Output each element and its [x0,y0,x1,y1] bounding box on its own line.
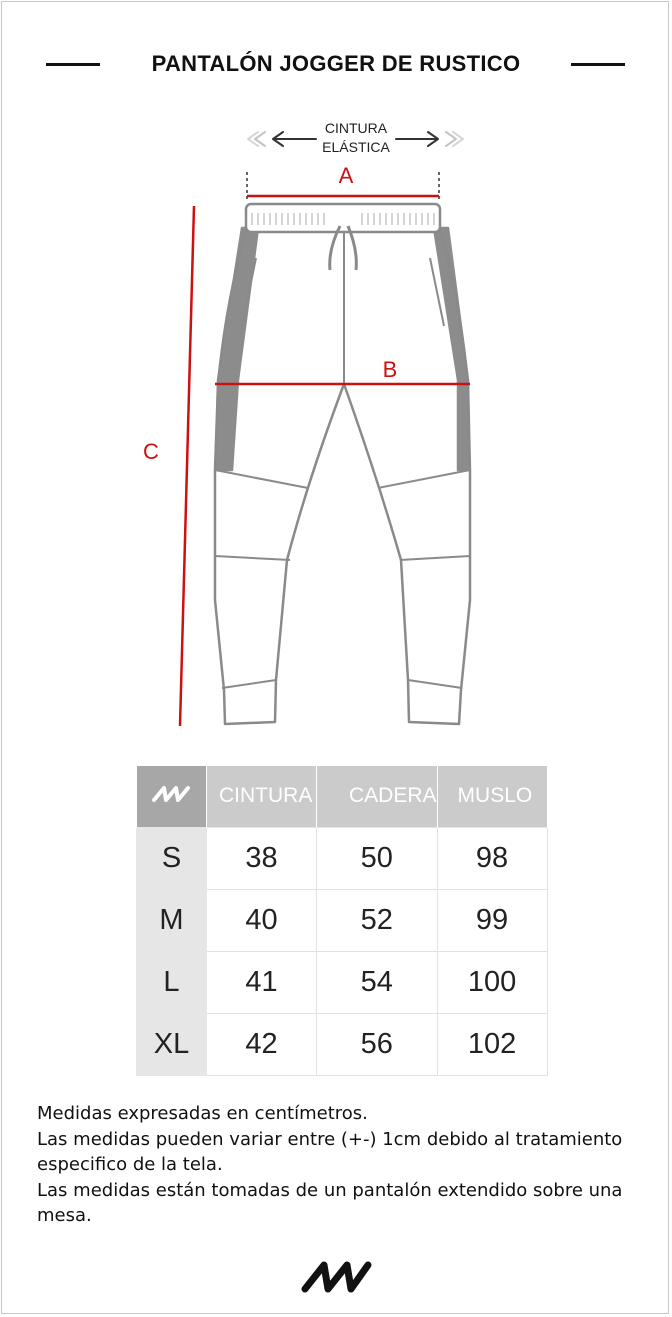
note-line: Medidas expresadas en centímetros. [37,1103,368,1124]
table-cell: 102 [437,1013,547,1075]
size-label: XL [137,1013,207,1075]
note-line: Las medidas pueden variar entre (+-) 1cm debido al tratamiento especifico de la tela. [37,1128,623,1175]
table-row [137,827,548,889]
table-logo-cell [137,766,207,827]
table-cell: 100 [437,951,547,1013]
table-cell: 41 [207,951,317,1013]
measure-b-label: B [382,357,398,382]
table-row [137,889,548,951]
table-row [137,951,548,1013]
size-label: M [137,889,207,951]
table-cell: 40 [207,889,317,951]
table-cell: 98 [437,827,547,889]
page-title: PANTALÓN JOGGER DE RUSTICO [151,51,521,76]
column-header-cintura: CINTURA [207,766,317,827]
size-label: L [137,951,207,1013]
measure-c-line [180,206,194,726]
size-label: S [137,827,207,889]
pants-illustration [215,204,470,724]
table-cell: 42 [207,1013,317,1075]
measurement-notes [37,1101,637,1229]
column-header-cadera: CADERA [317,766,438,827]
waist-label-line2: ELÁSTICA [322,139,390,155]
brand-logo-icon [300,1258,372,1294]
table-cell: 99 [437,889,547,951]
table-cell: 54 [317,951,438,1013]
column-header-muslo: MUSLO [437,766,547,827]
table-cell: 56 [317,1013,438,1075]
table-row [137,1013,548,1075]
size-table [136,766,548,1076]
table-cell: 52 [317,889,438,951]
measure-a-label: A [338,163,354,188]
table-cell: 38 [207,827,317,889]
brand-logo-icon [151,783,191,803]
note-line: Las medidas están tomadas de un pantalón extendido sobre una mesa. [37,1179,623,1226]
waist-label-line1: CINTURA [324,120,388,136]
measure-c-label: C [143,439,159,464]
table-header-row [137,766,548,827]
table-cell: 50 [317,827,438,889]
